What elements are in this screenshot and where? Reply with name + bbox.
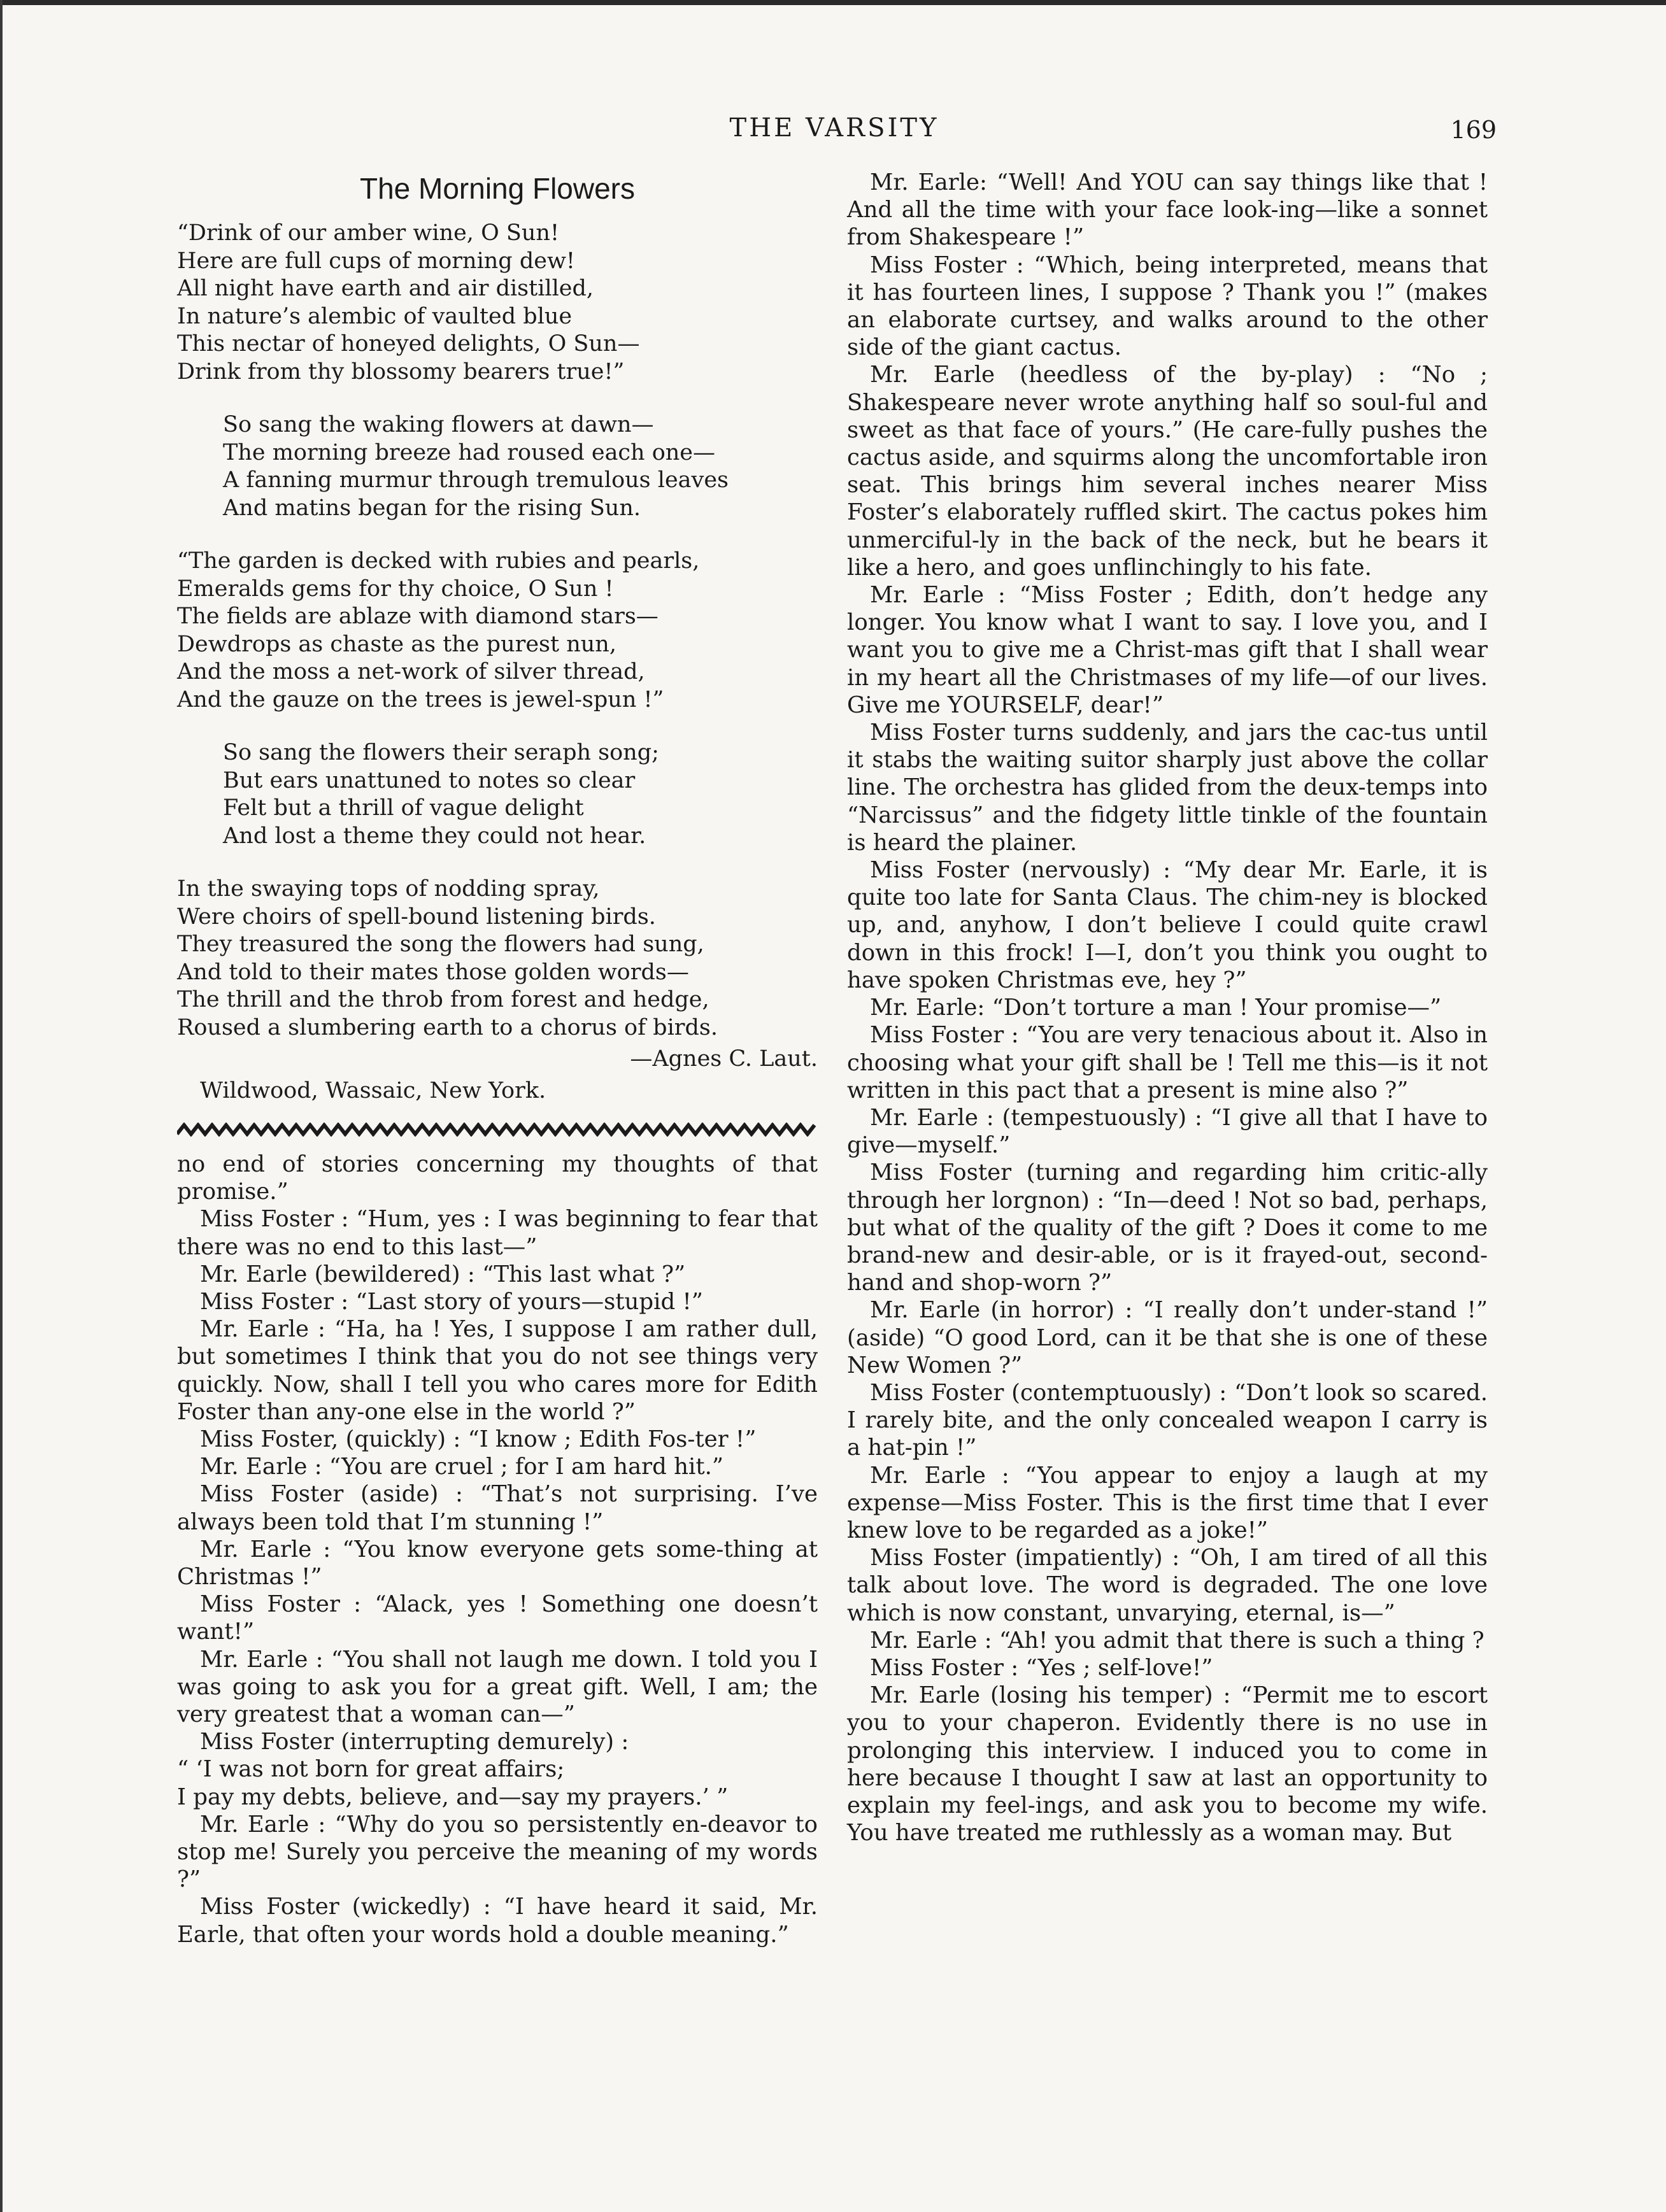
story-paragraph: Mr. Earle : “Ah! you admit that there is such a thing ?: [870, 1627, 1484, 1654]
poem-line: In the swaying tops of nodding spray,: [177, 876, 600, 902]
story-paragraph: Mr. Earle: “Well! And YOU can say things like that ! And all the time with your face look-ing—like a sonnet from Shakespeare !”: [847, 169, 1488, 251]
poem-title: The Morning Flowers: [359, 172, 636, 205]
story-paragraph: Miss Foster turns suddenly, and jars the cac-tus until it stabs the waiting suitor sharply just above the collar line. The orchestra has glided from the deux-temps into “Narcissus” and the fidgety little tinkle of the fountain is heard the plainer.: [847, 720, 1488, 856]
story-paragraph: Miss Foster : “Which, being interpreted, means that it has fourteen lines, I suppose ? Thank you !” (makes an elaborate curtsey, and walks around to the other side of the giant cactus.: [847, 252, 1488, 361]
poem-line: And matins began for the rising Sun.: [223, 495, 641, 521]
poem-line: Emeralds gems for thy choice, O Sun !: [177, 576, 614, 602]
running-head: THE VARSITY: [729, 113, 939, 143]
story-paragraph: Miss Foster : “Last story of yours—stupid !”: [200, 1289, 703, 1315]
poem-line: “Drink of our amber wine, O Sun!: [177, 220, 560, 246]
story-paragraph: Mr. Earle : “You shall not laugh me down. I told you I was going to ask you for a great gift. Well, I am; the very greatest that a woman can—”: [177, 1646, 818, 1728]
poem-line: Dewdrops as chaste as the purest nun,: [177, 631, 616, 657]
story-paragraph: Mr. Earle : “You are cruel ; for I am hard hit.”: [200, 1454, 724, 1480]
poem-line: All night have earth and air distilled,: [177, 276, 594, 301]
story-paragraph: Miss Foster (turning and regarding him critic-ally through her lorgnon) : “In—deed ! Not so bad, perhaps, but what of the quality of the gift ? Does it come to me brand-new and desir-able, or is it frayed-out, second-hand and shop-worn ?”: [847, 1159, 1488, 1296]
left-column: [177, 169, 818, 1948]
story-paragraph: Miss Foster (contemptuously) : “Don’t look so scared. I rarely bite, and the only concealed weapon I carry is a hat-pin !”: [847, 1379, 1488, 1461]
poem-stanza: [177, 220, 818, 386]
top-page-edge: [0, 0, 1666, 5]
poem-line: And the gauze on the trees is jewel-spun !”: [177, 686, 664, 713]
zigzag-divider: [177, 1123, 818, 1137]
poem-line: In nature’s alembic of vaulted blue: [177, 303, 573, 329]
story-paragraph: Mr. Earle : (tempestuously) : “I give all that I have to give—myself.”: [847, 1104, 1488, 1159]
story-paragraph: Miss Foster (interrupting demurely) :: [200, 1729, 629, 1755]
story-paragraph: Miss Foster : “You are very tenacious about it. Also in choosing what your gift shall be ! Tell me this—is it not written in this pact that a present is mine also ?”: [847, 1022, 1488, 1103]
page-header: [172, 113, 1497, 152]
story-paragraph: Mr. Earle : “Miss Foster ; Edith, don’t hedge any longer. You know what I want to say. I love you, and I want you to give me a Christ-mas gift that I shall wear in my heart all the Christmases of my life—of our lives. Give me YOURSELF, dear!”: [847, 582, 1488, 718]
story-paragraph: Miss Foster (impatiently) : “Oh, I am tired of all this talk about love. The word is degraded. The one love which is now constant, unvarying, eternal, is—”: [847, 1545, 1488, 1626]
poem-line: So sang the flowers their seraph song;: [223, 740, 659, 765]
left-story-text: [177, 1151, 818, 1755]
poem-stanza: [177, 411, 818, 522]
poem-line: And lost a theme they could not hear.: [223, 823, 646, 849]
poem-line: And told to their mates those golden words—: [177, 959, 689, 985]
poem-line: Drink from thy blossomy bearers true!”: [177, 358, 625, 385]
poem-line: A fanning murmur through tremulous leaves: [223, 467, 729, 493]
poem-line: Roused a slumbering earth to a chorus of birds.: [177, 1014, 718, 1040]
verse-line: I pay my debts, believe, and—say my prayers.’ ”: [177, 1783, 729, 1810]
poem-line: So sang the waking flowers at dawn—: [223, 412, 654, 437]
story-paragraph: Miss Foster, (quickly) : “I know ; Edith Fos-ter !”: [200, 1426, 757, 1453]
story-paragraph: Mr. Earle : “You know everyone gets some-thing at Christmas !”: [177, 1536, 818, 1591]
right-story-text: [847, 169, 1488, 1847]
left-story-text-end: [177, 1811, 818, 1948]
story-paragraph: Miss Foster : “Hum, yes : I was beginning to fear that there was no end to this last—”: [177, 1206, 818, 1260]
quoted-verse: [177, 1755, 818, 1810]
story-paragraph: Mr. Earle : “Ha, ha ! Yes, I suppose I am rather dull, but sometimes I think that you do not see things very quickly. Now, shall I tell you who cares more for Edith Foster than any-one else in the world ?”: [177, 1316, 818, 1425]
story-paragraph: Miss Foster (wickedly) : “I have heard it said, Mr. Earle, that often your words hold a double meaning.”: [177, 1894, 818, 1948]
poem-line: And the moss a net-work of silver thread,: [177, 659, 645, 684]
story-paragraph: Miss Foster : “Yes ; self-love!”: [870, 1654, 1213, 1681]
left-page-edge: [0, 0, 3, 2212]
poem-location: Wildwood, Wassaic, New York.: [200, 1077, 546, 1103]
story-paragraph: Mr. Earle (in horror) : “I really don’t under-stand !” (aside) “O good Lord, can it be that she is one of these New Women ?”: [847, 1297, 1488, 1379]
poem-line: But ears unattuned to notes so clear: [223, 767, 636, 793]
poem-line: The fields are ablaze with diamond stars—: [177, 604, 659, 629]
poem-attribution: —Agnes C. Laut.: [630, 1046, 818, 1072]
story-paragraph: no end of stories concerning my thoughts of that promise.”: [177, 1151, 818, 1205]
verse-line: “ ‘I was not born for great affairs;: [177, 1756, 565, 1783]
poem-stanza: [177, 876, 818, 1042]
story-paragraph: Miss Foster (aside) : “That’s not surprising. I’ve always been told that I’m stunning !”: [177, 1481, 818, 1535]
story-paragraph: Miss Foster : “Alack, yes ! Something one doesn’t want!”: [177, 1591, 818, 1645]
poem-line: Here are full cups of morning dew!: [177, 248, 575, 274]
story-paragraph: Mr. Earle (losing his temper) : “Permit me to escort you to your chaperon. Evidently there is no use in prolonging this interview. I induced you to come in here because I thought I saw at last an opportunity to explain my feel-ings, and ask you to become my wife. You have treated me ruthlessly as a woman may. But: [847, 1682, 1488, 1847]
poem-line: Were choirs of spell-bound listening birds.: [177, 904, 656, 930]
poem-line: The thrill and the throb from forest and hedge,: [177, 987, 709, 1012]
poem-line: The morning breeze had roused each one—: [223, 439, 716, 465]
page-number: 169: [1450, 116, 1497, 144]
poem-stanza: [177, 548, 818, 714]
poem-stanza: [177, 739, 818, 850]
poem-line: “The garden is decked with rubies and pearls,: [177, 548, 700, 574]
poem-line: They treasured the song the flowers had sung,: [177, 932, 704, 957]
story-paragraph: Mr. Earle (bewildered) : “This last what ?”: [200, 1261, 686, 1287]
story-paragraph: Mr. Earle : “Why do you so persistently en-deavor to stop me! Surely you perceive the meaning of my words ?”: [177, 1811, 818, 1893]
story-paragraph: Mr. Earle (heedless of the by-play) : “No ; Shakespeare never wrote anything half so soul-ful and sweet as that face of yours.” (He care-fully pushes the cactus aside, and squirms along the uncomfortable iron seat. This brings him several inches nearer Miss Foster’s elaborately ruffled skirt. The cactus pokes him unmerciful-ly in the back of the neck, but he bears it like a hero, and goes unflinchingly to his fate.: [847, 362, 1488, 581]
story-paragraph: Miss Foster (nervously) : “My dear Mr. Earle, it is quite too late for Santa Claus. The chim-ney is blocked up, and, anyhow, I don’t believe I could quite crawl down in this frock! I—I, don’t you think you ought to have spoken Christmas eve, hey ?”: [847, 857, 1488, 993]
poem-line: Felt but a thrill of vague delight: [223, 795, 584, 821]
poem-body: [177, 220, 818, 1042]
right-column: [847, 169, 1488, 1847]
poem-line: This nectar of honeyed delights, O Sun—: [177, 331, 640, 357]
story-paragraph: Mr. Earle : “You appear to enjoy a laugh at my expense—Miss Foster. This is the first time that I ever knew love to be regarded as a joke!”: [847, 1462, 1488, 1543]
story-paragraph: Mr. Earle: “Don’t torture a man ! Your promise—”: [870, 995, 1442, 1021]
